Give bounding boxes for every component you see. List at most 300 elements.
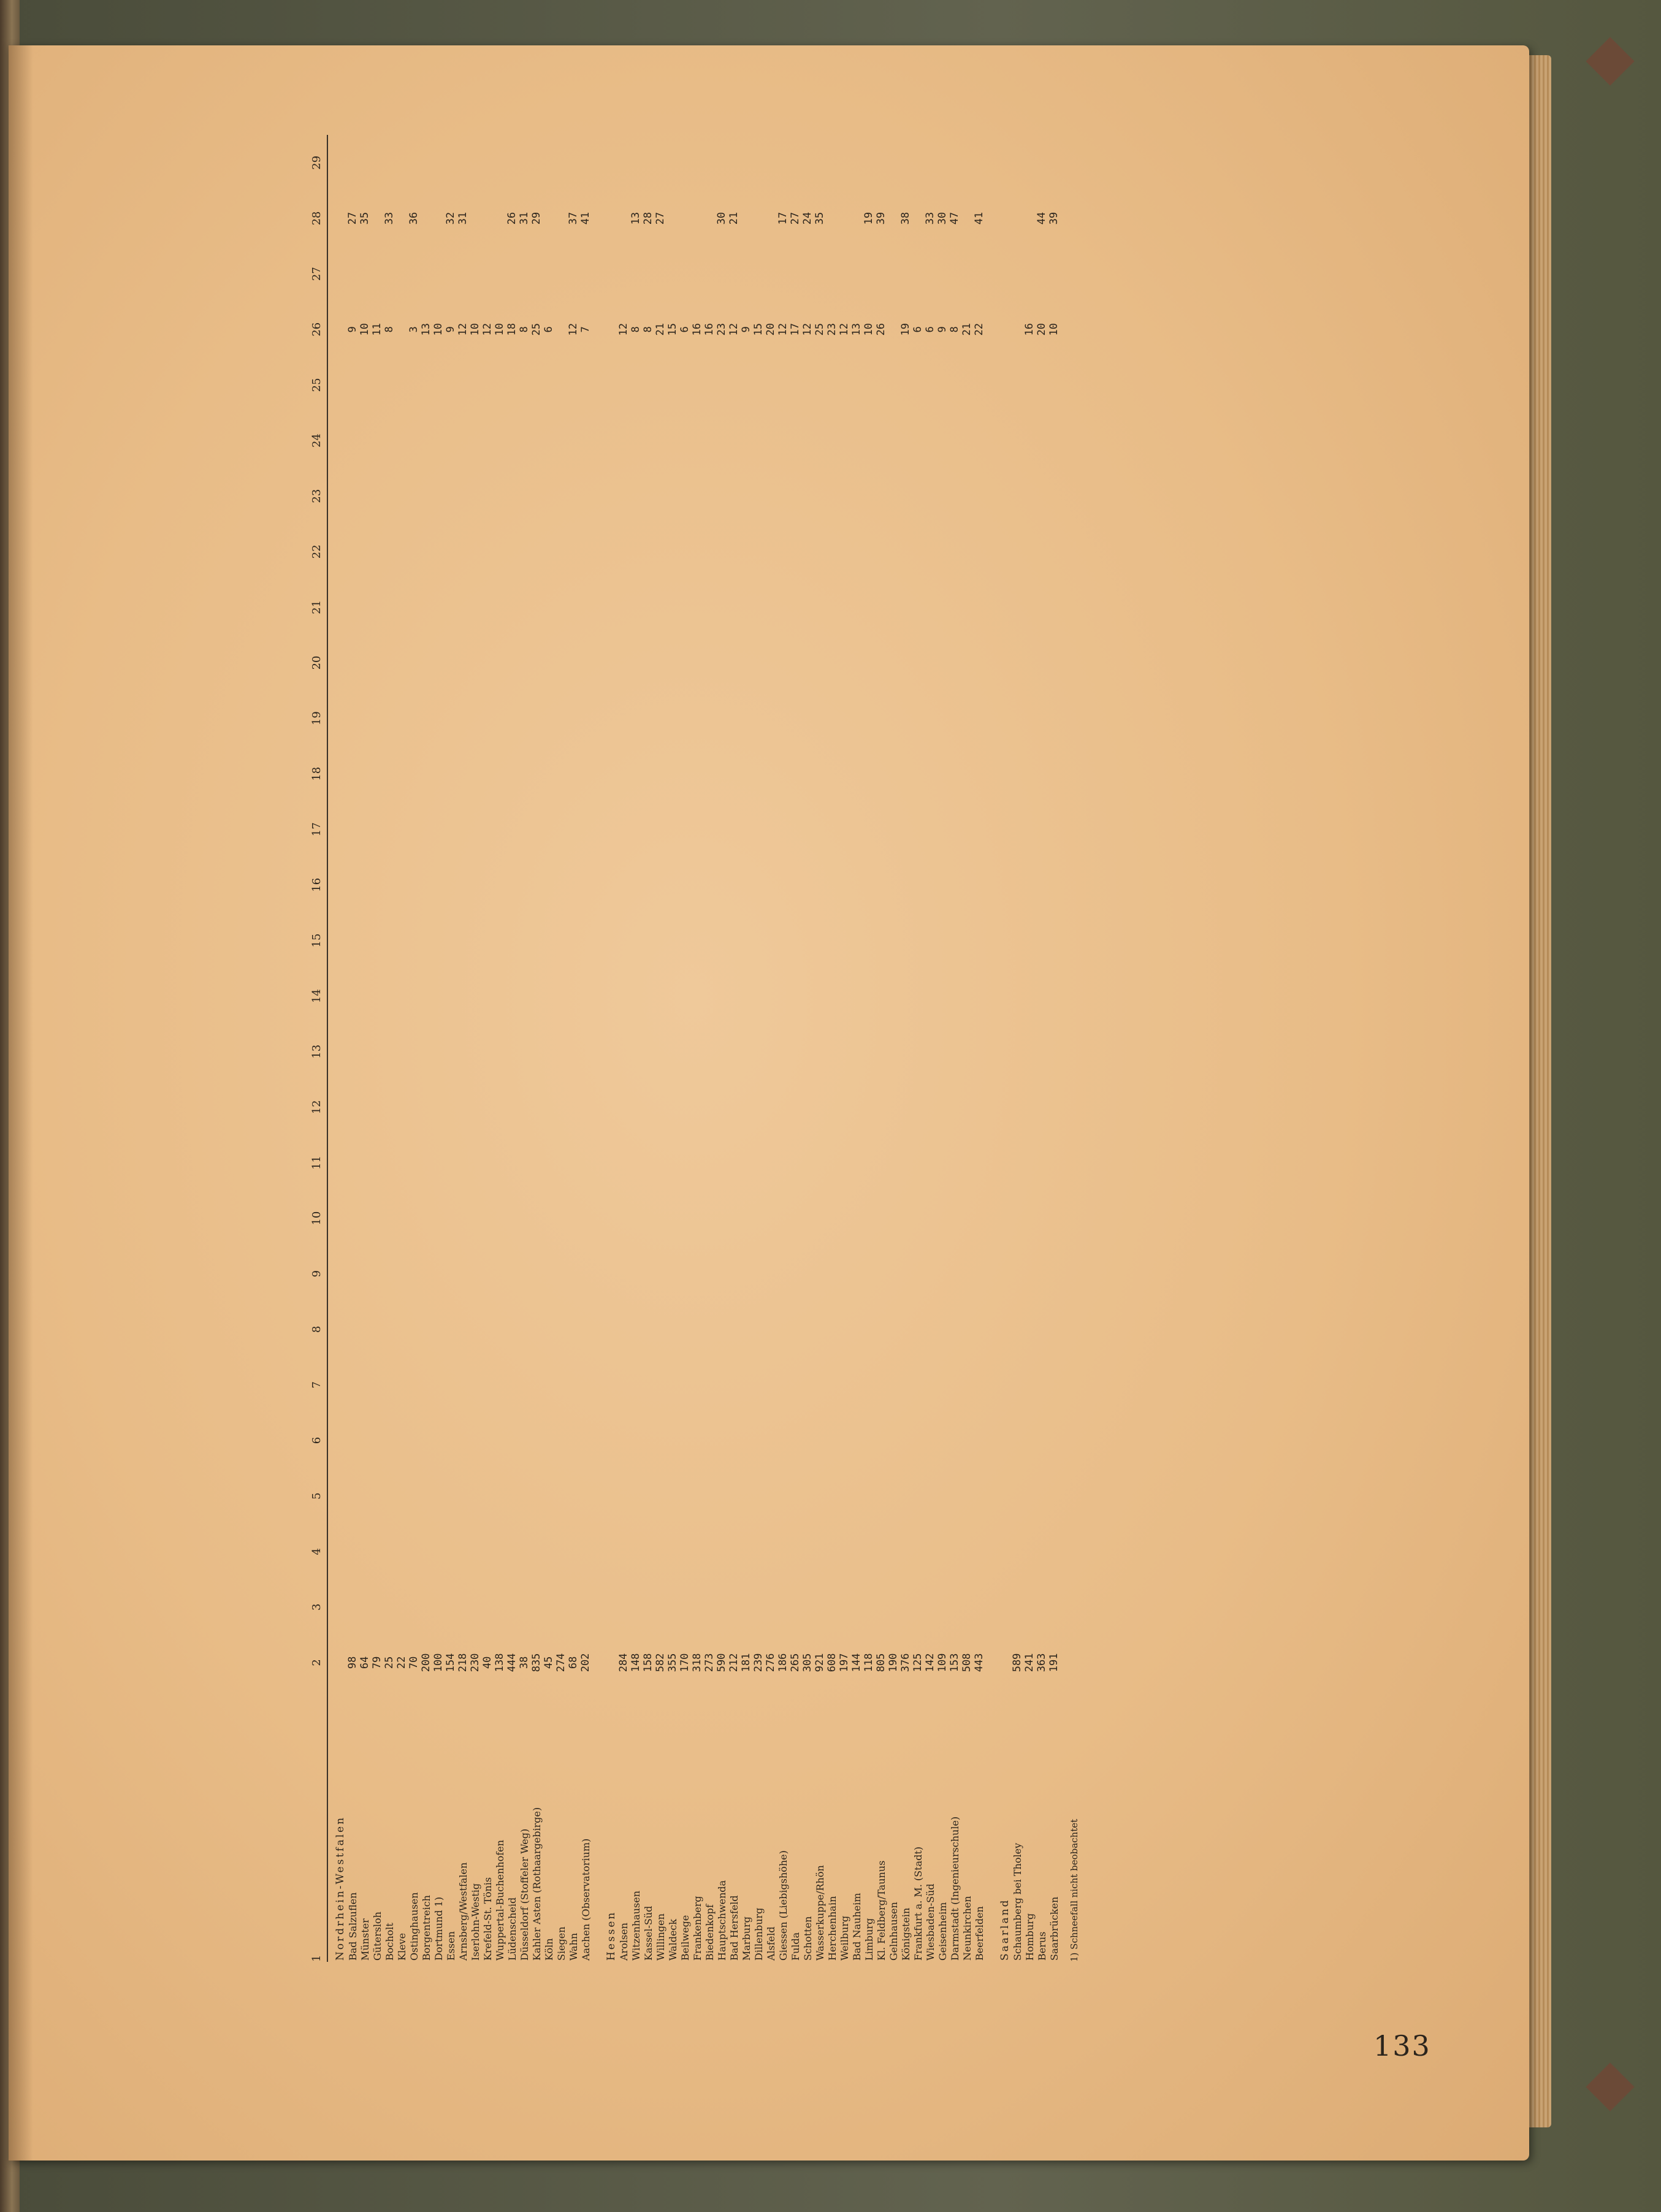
table-cell <box>469 357 481 413</box>
table-cell <box>432 801 445 857</box>
table-cell <box>457 1468 469 1524</box>
table-cell <box>494 1468 506 1524</box>
table-cell <box>567 801 579 857</box>
table-cell <box>826 968 838 1024</box>
table-cell <box>703 1468 716 1524</box>
table-cell <box>703 1191 716 1246</box>
table-cell <box>432 913 445 969</box>
table-cell <box>346 1357 359 1413</box>
table-cell <box>432 857 445 913</box>
table-cell <box>579 1302 592 1357</box>
table-cell <box>777 913 789 969</box>
table-cell <box>371 857 383 913</box>
table-cell <box>494 1357 506 1413</box>
table-cell: 318 <box>691 1653 703 1672</box>
table-cell <box>1023 468 1036 524</box>
table-cell <box>703 1579 716 1635</box>
table-cell <box>949 1357 961 1413</box>
table-cell <box>850 191 863 246</box>
table-cell <box>494 246 506 302</box>
table-cell <box>961 1246 973 1302</box>
table-cell <box>1023 413 1036 468</box>
table-cell <box>445 1080 457 1135</box>
table-cell <box>691 1302 703 1357</box>
table-cell <box>973 746 985 802</box>
table-cell <box>789 968 801 1024</box>
table-cell <box>642 357 654 413</box>
table-cell <box>961 357 973 413</box>
table-cell: 41 <box>579 212 592 225</box>
table-cell <box>617 690 630 746</box>
table-row <box>949 135 961 1962</box>
table-cell <box>728 801 740 857</box>
table-cell <box>1036 524 1048 579</box>
table-cell <box>716 968 728 1024</box>
table-cell <box>506 246 518 302</box>
table-cell <box>457 524 469 579</box>
table-cell <box>1036 1024 1048 1080</box>
table-cell <box>395 468 408 524</box>
table-cell: 79 <box>371 1656 383 1669</box>
table-cell <box>679 413 691 468</box>
table-cell <box>740 1524 752 1579</box>
table-cell <box>666 1246 679 1302</box>
table-cell <box>863 913 875 969</box>
table-cell: 36 <box>408 212 420 225</box>
table-cell <box>850 579 863 635</box>
table-cell <box>691 579 703 635</box>
table-cell: 508 <box>961 1653 973 1672</box>
table-cell <box>912 1524 924 1579</box>
table-cell <box>395 913 408 969</box>
table-cell <box>703 857 716 913</box>
table-cell <box>506 1191 518 1246</box>
table-cell <box>530 524 543 579</box>
station-name: Gelnhausen <box>887 1902 899 1961</box>
table-cell <box>740 1579 752 1635</box>
table-cell <box>420 191 432 246</box>
table-cell <box>973 1191 985 1246</box>
table-cell <box>617 1357 630 1413</box>
table-cell <box>765 857 777 913</box>
table-cell <box>789 635 801 691</box>
table-cell <box>924 1579 936 1635</box>
table-cell <box>420 246 432 302</box>
table-cell <box>924 746 936 802</box>
table-cell <box>630 1246 642 1302</box>
table-cell <box>838 413 850 468</box>
table-cell <box>420 357 432 413</box>
table-row <box>875 135 887 1962</box>
table-cell <box>850 1413 863 1468</box>
table-cell <box>863 468 875 524</box>
table-cell <box>666 1135 679 1191</box>
column-header: 17 <box>307 801 327 857</box>
table-cell <box>924 524 936 579</box>
table-cell <box>654 1080 666 1135</box>
table-cell <box>666 524 679 579</box>
table-cell <box>716 801 728 857</box>
table-cell <box>494 1080 506 1135</box>
table-cell <box>506 913 518 969</box>
table-cell <box>469 1080 481 1135</box>
table-cell <box>912 690 924 746</box>
table-cell <box>924 1135 936 1191</box>
table-cell <box>432 1413 445 1468</box>
table-cell <box>1036 1135 1048 1191</box>
table-cell <box>716 357 728 413</box>
table-cell <box>703 468 716 524</box>
table-row <box>863 135 875 1962</box>
table-cell <box>936 1080 949 1135</box>
table-cell: 355 <box>666 1653 679 1672</box>
table-cell <box>912 524 924 579</box>
table-cell <box>752 1357 765 1413</box>
table-row <box>936 135 949 1962</box>
table-cell <box>383 857 395 913</box>
table-cell <box>494 690 506 746</box>
table-cell <box>395 746 408 802</box>
table-row <box>924 135 936 1962</box>
table-cell <box>543 1357 555 1413</box>
table-cell <box>1036 1080 1048 1135</box>
table-cell <box>654 1524 666 1579</box>
table-cell <box>765 913 777 969</box>
table-cell <box>789 1579 801 1635</box>
table-cell <box>1011 413 1023 468</box>
table-row <box>789 135 801 1962</box>
table-cell <box>642 1357 654 1413</box>
table-cell <box>543 1080 555 1135</box>
table-cell <box>765 746 777 802</box>
table-cell <box>826 1302 838 1357</box>
table-cell: 31 <box>457 212 469 225</box>
table-cell <box>814 746 826 802</box>
table-cell <box>838 1468 850 1524</box>
table-cell <box>359 857 371 913</box>
table-cell <box>740 1246 752 1302</box>
column-header: 4 <box>307 1524 327 1579</box>
table-cell <box>530 413 543 468</box>
table-cell <box>752 413 765 468</box>
table-cell <box>469 1468 481 1524</box>
table-cell <box>432 1246 445 1302</box>
table-row <box>654 135 666 1962</box>
table-cell <box>728 135 740 191</box>
table-cell <box>666 635 679 691</box>
table-cell <box>567 913 579 969</box>
station-name: Giessen (Liebigshöhe) <box>777 1850 789 1961</box>
table-cell <box>752 524 765 579</box>
table-cell <box>432 1135 445 1191</box>
table-cell <box>912 1024 924 1080</box>
table-cell <box>530 913 543 969</box>
table-cell <box>506 746 518 802</box>
table-cell <box>899 635 912 691</box>
table-cell <box>679 1024 691 1080</box>
table-cell <box>826 246 838 302</box>
table-cell <box>801 468 814 524</box>
table-cell <box>777 635 789 691</box>
table-cell <box>863 357 875 413</box>
table-cell: 202 <box>579 1653 592 1672</box>
table-cell <box>518 746 530 802</box>
table-cell <box>395 1246 408 1302</box>
station-name: Kleve <box>395 1932 408 1961</box>
table-cell: 125 <box>912 1653 924 1672</box>
table-cell <box>1036 1191 1048 1246</box>
table-cell <box>579 468 592 524</box>
table-cell <box>432 1024 445 1080</box>
table-cell <box>850 246 863 302</box>
table-cell: 9 <box>445 326 457 333</box>
table-cell <box>494 1524 506 1579</box>
table-cell <box>481 857 494 913</box>
table-cell <box>359 1579 371 1635</box>
table-cell <box>924 1413 936 1468</box>
table-cell <box>1011 1302 1023 1357</box>
table-cell <box>703 413 716 468</box>
table-cell <box>936 1524 949 1579</box>
station-name: Kl. Feldberg/Taunus <box>875 1860 887 1961</box>
table-cell <box>961 246 973 302</box>
table-cell <box>530 1135 543 1191</box>
table-cell <box>728 579 740 635</box>
table-cell <box>481 246 494 302</box>
table-cell <box>630 468 642 524</box>
table-cell <box>728 635 740 691</box>
table-cell <box>371 1468 383 1524</box>
table-cell <box>383 135 395 191</box>
table-cell <box>630 135 642 191</box>
table-cell <box>481 1357 494 1413</box>
table-cell <box>346 857 359 913</box>
table-cell <box>630 413 642 468</box>
table-cell <box>875 1080 887 1135</box>
table-cell <box>912 579 924 635</box>
table-cell <box>949 1080 961 1135</box>
table-cell <box>420 413 432 468</box>
table-cell <box>395 801 408 857</box>
table-cell: 284 <box>617 1653 630 1672</box>
table-cell <box>814 135 826 191</box>
table-cell <box>395 1357 408 1413</box>
table-cell <box>973 1413 985 1468</box>
table-cell <box>936 413 949 468</box>
table-cell <box>949 913 961 969</box>
table-cell <box>642 1191 654 1246</box>
table-cell <box>420 1357 432 1413</box>
table-cell <box>1023 1302 1036 1357</box>
table-cell <box>469 246 481 302</box>
table-cell <box>1036 579 1048 635</box>
table-cell <box>654 1579 666 1635</box>
table-cell <box>346 1080 359 1135</box>
table-cell <box>530 746 543 802</box>
table-cell <box>961 913 973 969</box>
table-cell: 444 <box>506 1653 518 1672</box>
table-cell <box>617 524 630 579</box>
table-cell <box>765 1191 777 1246</box>
table-cell <box>961 1135 973 1191</box>
table-cell <box>716 1524 728 1579</box>
table-row <box>494 135 506 1962</box>
table-row <box>383 135 395 1962</box>
table-cell <box>912 468 924 524</box>
table-cell <box>936 1579 949 1635</box>
table-cell <box>1048 801 1060 857</box>
table-cell <box>1048 1191 1060 1246</box>
table-cell <box>777 857 789 913</box>
table-row <box>642 135 654 1962</box>
table-cell: 64 <box>359 1656 371 1669</box>
table-cell <box>530 246 543 302</box>
table-cell <box>777 1524 789 1579</box>
table-cell <box>1023 746 1036 802</box>
table-cell <box>457 468 469 524</box>
table-cell: 12 <box>617 323 630 336</box>
table-cell <box>457 635 469 691</box>
table-cell <box>494 1246 506 1302</box>
table-cell <box>850 135 863 191</box>
table-cell <box>530 1302 543 1357</box>
table-cell <box>1048 1302 1060 1357</box>
table-cell <box>691 746 703 802</box>
table-cell <box>579 746 592 802</box>
table-cell <box>838 1524 850 1579</box>
table-cell <box>887 1468 899 1524</box>
table-cell: 12 <box>777 323 789 336</box>
table-cell <box>814 579 826 635</box>
table-cell <box>912 857 924 913</box>
table-cell: 35 <box>359 212 371 225</box>
table-cell: 230 <box>469 1653 481 1672</box>
table-cell: 8 <box>383 326 395 333</box>
table-cell <box>445 1302 457 1357</box>
table-cell <box>457 1579 469 1635</box>
table-cell <box>579 1080 592 1135</box>
table-cell <box>383 1579 395 1635</box>
table-cell <box>814 468 826 524</box>
column-header: 24 <box>307 413 327 468</box>
table-cell <box>579 1024 592 1080</box>
table-row <box>912 135 924 1962</box>
table-cell <box>518 246 530 302</box>
table-cell <box>530 1413 543 1468</box>
table-cell <box>518 857 530 913</box>
table-cell <box>359 690 371 746</box>
table-cell <box>579 579 592 635</box>
table-cell <box>518 468 530 524</box>
table-row <box>703 135 716 1962</box>
table-cell <box>838 1246 850 1302</box>
table-cell <box>936 1413 949 1468</box>
table-cell <box>863 524 875 579</box>
table-cell <box>346 246 359 302</box>
table-cell <box>912 1357 924 1413</box>
table-cell <box>494 191 506 246</box>
table-cell <box>383 1524 395 1579</box>
table-cell <box>543 1191 555 1246</box>
table-cell <box>481 1080 494 1135</box>
table-cell: 582 <box>654 1653 666 1672</box>
table-cell <box>420 1413 432 1468</box>
table-cell <box>579 801 592 857</box>
table-cell <box>703 246 716 302</box>
table-cell <box>469 801 481 857</box>
table-cell <box>752 1413 765 1468</box>
table-cell <box>1048 1413 1060 1468</box>
table-cell <box>579 1579 592 1635</box>
table-cell <box>445 1413 457 1468</box>
table-cell <box>765 1024 777 1080</box>
table-row <box>777 135 789 1962</box>
table-cell <box>765 1357 777 1413</box>
table-cell <box>887 579 899 635</box>
table-cell <box>777 1302 789 1357</box>
table-cell <box>765 246 777 302</box>
table-cell: 218 <box>457 1653 469 1672</box>
table-cell <box>666 246 679 302</box>
table-cell <box>936 1246 949 1302</box>
table-cell <box>543 357 555 413</box>
station-name: Ostinghausen <box>408 1892 420 1961</box>
table-cell <box>728 357 740 413</box>
table-cell: 12 <box>481 323 494 336</box>
table-cell <box>630 357 642 413</box>
table-cell <box>703 968 716 1024</box>
table-cell <box>777 524 789 579</box>
table-cell <box>481 413 494 468</box>
table-cell <box>469 524 481 579</box>
table-cell <box>530 1579 543 1635</box>
table-cell <box>630 1135 642 1191</box>
table-cell <box>555 413 567 468</box>
table-cell <box>506 857 518 913</box>
table-cell <box>814 1024 826 1080</box>
table-cell: 10 <box>469 323 481 336</box>
table-cell <box>924 135 936 191</box>
table-cell <box>567 1413 579 1468</box>
table-cell <box>961 857 973 913</box>
table-cell <box>740 690 752 746</box>
table-cell <box>765 1468 777 1524</box>
table-cell: 190 <box>887 1653 899 1672</box>
station-name: Kassel-Süd <box>642 1905 654 1961</box>
table-cell <box>716 746 728 802</box>
table-cell <box>432 246 445 302</box>
table-cell <box>579 690 592 746</box>
table-row <box>346 135 359 1962</box>
table-cell <box>666 857 679 913</box>
table-cell <box>826 690 838 746</box>
table-cell <box>679 1468 691 1524</box>
station-name: Köln <box>543 1938 555 1961</box>
table-cell <box>518 135 530 191</box>
station-name: Borgentreich <box>420 1895 432 1961</box>
station-name: Wiesbaden-Süd <box>924 1883 936 1961</box>
table-cell <box>432 1579 445 1635</box>
table-cell <box>543 413 555 468</box>
table-cell <box>506 413 518 468</box>
table-cell <box>420 1080 432 1135</box>
table-cell <box>543 1246 555 1302</box>
table-cell <box>961 524 973 579</box>
table-cell: 12 <box>728 323 740 336</box>
table-cell <box>654 857 666 913</box>
station-name: Witzenhausen <box>630 1890 642 1961</box>
table-cell <box>395 357 408 413</box>
